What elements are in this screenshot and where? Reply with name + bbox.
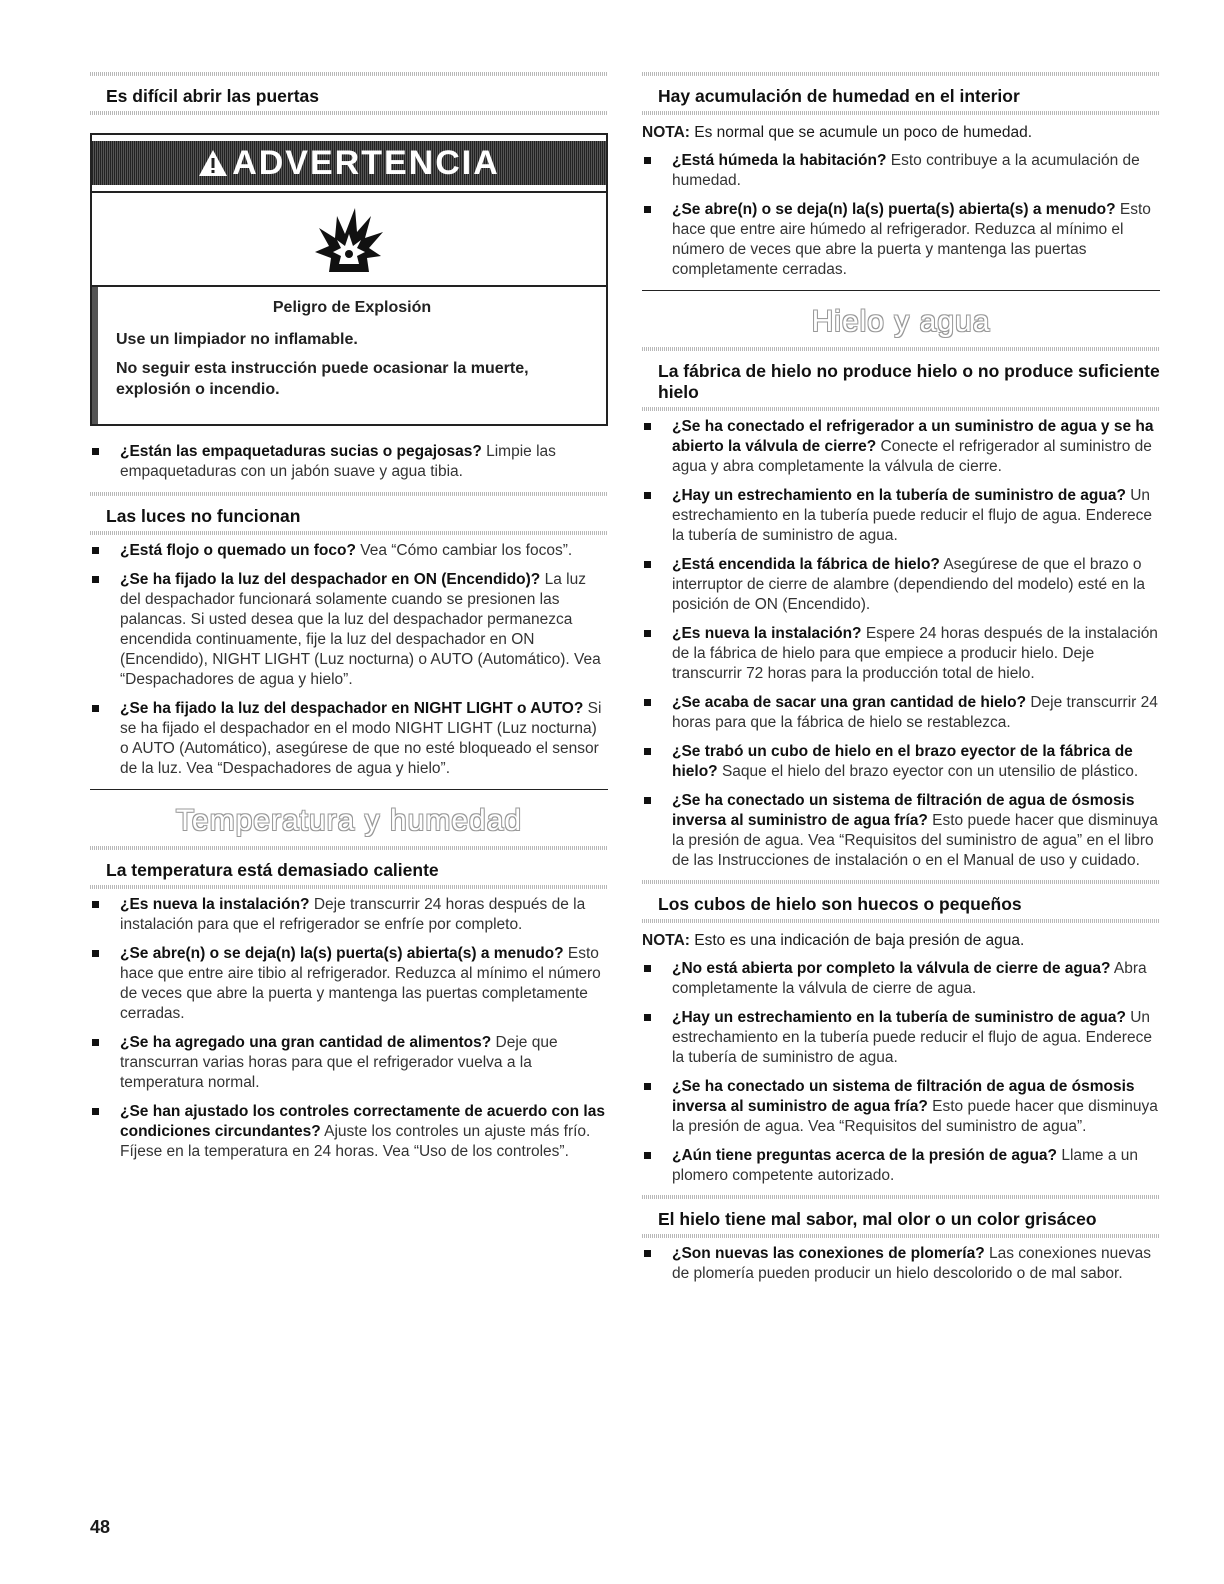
left-column (90, 72, 608, 1171)
list-item: ¿Se abre(n) o se deja(n) la(s) puerta(s) abierta(s) a menudo? Esto hace que entre aire tibio al refrigerador. Reduzca al mínimo el número de veces que abre la puerta y mantenga las puertas completamente cerradas. (90, 944, 608, 1024)
section-heading-doors: Es difícil abrir las puertas (90, 72, 608, 115)
list-item: ¿Está flojo o quemado un foco? Vea “Cómo cambiar los focos”. (90, 541, 608, 561)
list-item: ¿Se ha conectado el refrigerador a un suministro de agua y se ha abierto la válvula de cierre? Conecte el refrigerador al suministro de agua y abra completamente la válvula de cierre. (642, 417, 1160, 477)
list-item: ¿Hay un estrechamiento en la tubería de suministro de agua? Un estrechamiento en la tubería puede reducir el flujo de agua. Enderece la tubería de suministro de agua. (642, 486, 1160, 546)
warning-image (92, 193, 606, 287)
list-item: ¿Es nueva la instalación? Deje transcurrir 24 horas después de la instalación para que el refrigerador se enfríe por completo. (90, 895, 608, 935)
list-item: ¿Están las empaquetaduras sucias o pegajosas? Limpie las empaquetaduras con un jabón suave y agua tibia. (90, 442, 608, 482)
list-item: ¿No está abierta por completo la válvula de cierre de agua? Abra completamente la válvula de cierre de agua. (642, 959, 1160, 999)
bullet-list (90, 442, 608, 482)
list-item: ¿Está húmeda la habitación? Esto contribuye a la acumulación de humedad. (642, 151, 1160, 191)
list-item: ¿Se ha fijado la luz del despachador en ON (Encendido)? La luz del despachador funcionará solamente cuando se presionen las palancas. Si usted desea que la luz del despachador permanezca encendida continuamente, fije la luz del despachador en ON (Encendido), NIGHT LIGHT (Luz nocturna) o AUTO (Automático). Vea “Despachadores de agua y hielo”. (90, 570, 608, 690)
list-item: ¿Hay un estrechamiento en la tubería de suministro de agua? Un estrechamiento en la tubería puede reducir el flujo de agua. Enderece la tubería de suministro de agua. (642, 1008, 1160, 1068)
list-item: ¿Son nuevas las conexiones de plomería? Las conexiones nuevas de plomería pueden producir un hielo descolorido o de mal sabor. (642, 1244, 1160, 1284)
note: NOTA: Es normal que se acumule un poco de humedad. (642, 124, 1033, 141)
warning-line: No seguir esta instrucción puede ocasionar la muerte, explosión o incendio. (116, 360, 529, 398)
warning-header (92, 135, 606, 193)
list-item: ¿Se ha conectado un sistema de filtración de agua de ósmosis inversa al suministro de agua fría? Esto puede hacer que disminuya la presión de agua. Vea “Requisitos del suministro de agua” en el libro de las Instrucciones de instalación o en el Manual de uso y cuidado. (642, 791, 1160, 871)
warning-line: Use un limpiador no inflamable. (116, 331, 358, 348)
list-item: ¿Es nueva la instalación? Espere 24 horas después de la instalación de la fábrica de hielo para que empiece a producir hielo. Deje transcurrir 72 horas para la producción total de hielo. (642, 624, 1160, 684)
warning-body (92, 287, 606, 424)
list-item: ¿Se acaba de sacar una gran cantidad de hielo? Deje transcurrir 24 horas para que la fábrica de hielo se restablezca. (642, 693, 1160, 733)
warning-label: ADVERTENCIA (232, 143, 500, 182)
list-item: ¿Se trabó un cubo de hielo en el brazo eyector de la fábrica de hielo? Saque el hielo del brazo eyector con un utensilio de plástico. (642, 742, 1160, 782)
bullet-list (642, 417, 1160, 871)
section-divider (90, 789, 608, 790)
warning-title: Peligro de Explosión (272, 299, 432, 316)
list-item: ¿Se ha fijado la luz del despachador en NIGHT LIGHT o AUTO? Si se ha fijado el despachador en el modo NIGHT LIGHT (Luz nocturna) o AUTO (Automático), asegúrese de que no esté bloqueado el sensor de la luz. Vea “Despachadores de agua y hielo”. (90, 699, 608, 779)
bullet-list (642, 151, 1160, 280)
section-heading-icemaker: La fábrica de hielo no produce hielo o no produce suficiente hielo (642, 347, 1160, 411)
list-item: ¿Se abre(n) o se deja(n) la(s) puerta(s) abierta(s) a menudo? Esto hace que entre aire húmedo al refrigerador. Reduzca al mínimo el número de veces que abre la puerta y mantenga las puertas completamente cerradas. (642, 200, 1160, 280)
list-item: ¿Se han ajustado los controles correctamente de acuerdo con las condiciones circundantes? Ajuste los controles un ajuste más frío. Fíjese en la temperatura en 24 horas. Vea “Uso de los controles”. (90, 1102, 608, 1162)
section-heading-lights: Las luces no funcionan (90, 492, 608, 535)
bullet-list (90, 895, 608, 1162)
section-divider (642, 290, 1160, 291)
section-heading-temperature: La temperatura está demasiado caliente (90, 846, 608, 889)
bullet-list (90, 541, 608, 779)
warning-band (92, 141, 606, 185)
right-column (642, 72, 1160, 1293)
bullet-list (642, 1244, 1160, 1284)
warning-box (90, 133, 608, 426)
note: NOTA: Esto es una indicación de baja presión de agua. (642, 932, 1025, 949)
list-item: ¿Se ha conectado un sistema de filtración de agua de ósmosis inversa al suministro de agua fría? Esto puede hacer que disminuya la presión de agua. Vea “Requisitos del suministro de agua”. (642, 1077, 1160, 1137)
list-item: ¿Está encendida la fábrica de hielo? Asegúrese de que el brazo o interruptor de cierre de alambre (dependiendo del modelo) esté en la posición de ON (Encendido). (642, 555, 1160, 615)
warning-triangle-icon (198, 148, 228, 178)
section-title-ice-water: Hielo y agua (811, 305, 991, 338)
section-heading-humidity: Hay acumulación de humedad en el interior (642, 72, 1160, 115)
section-title-temperature: Temperatura y humedad (175, 804, 523, 837)
section-heading-bad-taste: El hielo tiene mal sabor, mal olor o un color grisáceo (642, 1195, 1160, 1238)
explosion-icon (309, 202, 389, 276)
section-heading-hollow-cubes: Los cubos de hielo son huecos o pequeños (642, 880, 1160, 923)
list-item: ¿Aún tiene preguntas acerca de la presión de agua? Llame a un plomero competente autorizado. (642, 1146, 1160, 1186)
bullet-list (642, 959, 1160, 1186)
list-item: ¿Se ha agregado una gran cantidad de alimentos? Deje que transcurran varias horas para que el refrigerador vuelva a la temperatura normal. (90, 1033, 608, 1093)
page-number: 48 (90, 1517, 111, 1537)
